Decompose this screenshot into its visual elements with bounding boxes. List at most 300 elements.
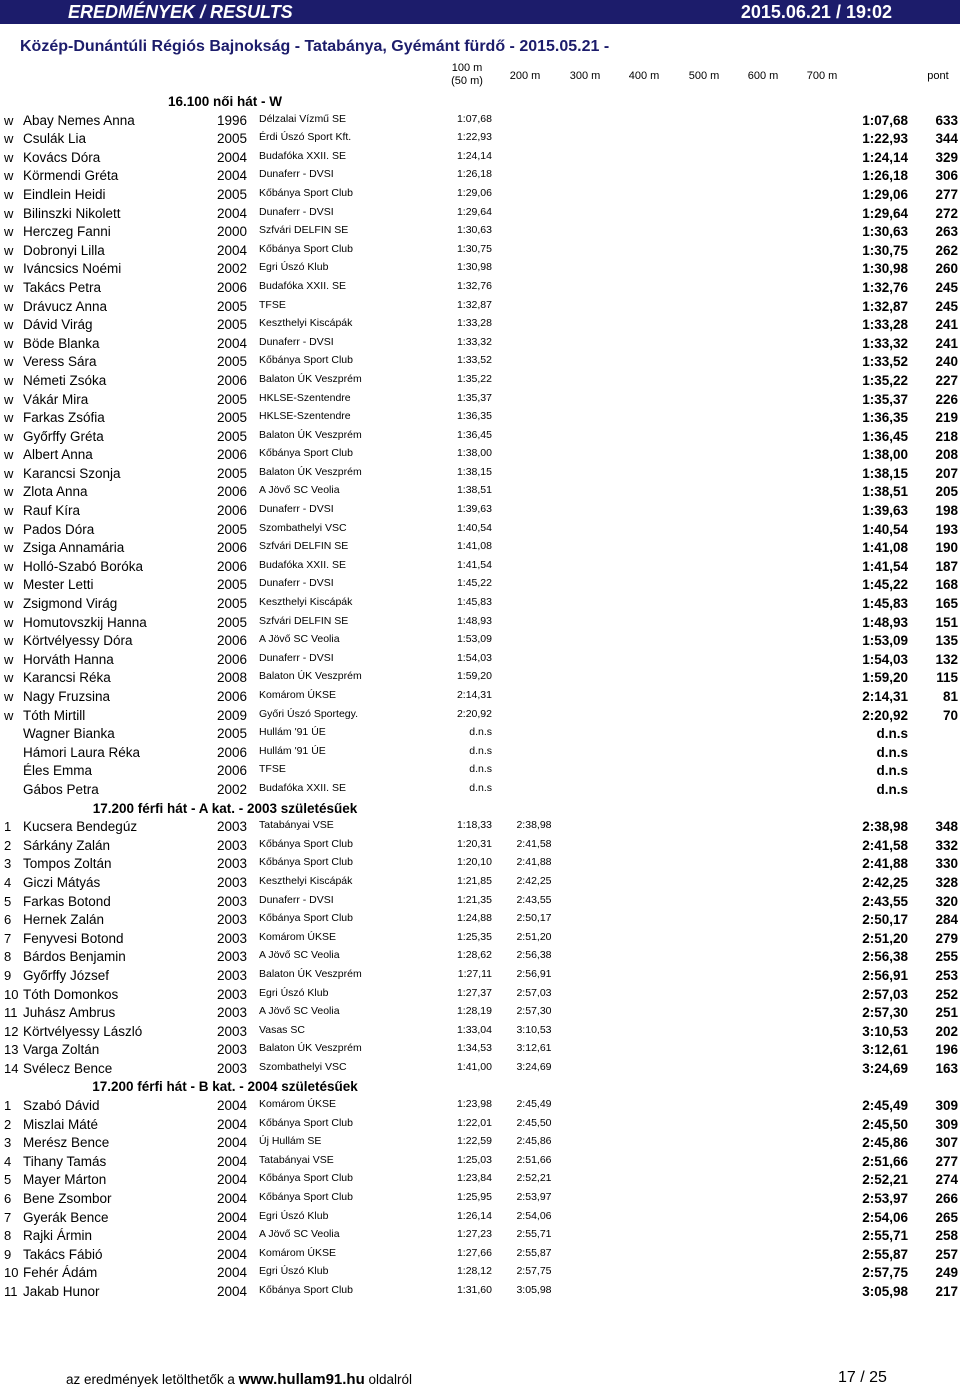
- club: Kőbánya Sport Club: [259, 912, 353, 925]
- swimmer-name: Iváncsics Noémi: [23, 261, 122, 277]
- place: 14: [4, 1060, 19, 1076]
- place: w: [4, 540, 14, 556]
- place: 9: [4, 1246, 12, 1262]
- result-row: [0, 613, 960, 632]
- birth-year: 2005: [217, 298, 248, 314]
- place: w: [4, 596, 14, 612]
- result-row: [0, 1096, 960, 1115]
- birth-year: 2004: [217, 205, 248, 221]
- split-100m: 1:20,31: [456, 837, 492, 850]
- swimmer-name: Tompos Zoltán: [23, 856, 112, 872]
- split-100m: 1:29,64: [456, 205, 492, 218]
- birth-year: 2006: [217, 447, 248, 463]
- place: 3: [4, 1135, 12, 1151]
- split-200m: 2:45,49: [516, 1098, 552, 1111]
- birth-year: 2003: [217, 1023, 248, 1039]
- split-100m: 1:27,66: [456, 1246, 492, 1259]
- club: Balaton ÚK Veszprém: [259, 967, 362, 980]
- result-row: [0, 297, 960, 316]
- points: 344: [935, 131, 958, 147]
- final-time: 1:53,09: [862, 633, 908, 649]
- swimmer-name: Farkas Botond: [23, 893, 111, 909]
- swimmer-name: Horváth Hanna: [23, 651, 114, 667]
- swimmer-name: Takács Fábió: [23, 1246, 103, 1262]
- result-row: [0, 668, 960, 687]
- birth-year: 2004: [217, 242, 248, 258]
- swimmer-name: Gábos Petra: [23, 781, 99, 797]
- split-100m: 1:25,03: [456, 1153, 492, 1166]
- swimmer-name: Tóth Mirtill: [23, 707, 86, 723]
- split-100m: 1:35,22: [456, 372, 492, 385]
- split-100m: 1:36,45: [456, 428, 492, 441]
- col-600m: 600 m: [747, 70, 779, 82]
- final-time: 1:38,51: [862, 484, 908, 500]
- competition-title: Közép-Dunántúli Régiós Bajnokság - Tatabánya, Gyémánt fürdő - 2015.05.21 -: [20, 38, 610, 55]
- place: 10: [4, 986, 19, 1002]
- split-200m: 3:12,61: [516, 1042, 552, 1055]
- split-100m: 1:26,14: [456, 1209, 492, 1222]
- birth-year: 2003: [217, 1060, 248, 1076]
- results-table: [0, 92, 960, 1301]
- place: w: [4, 670, 14, 686]
- col-400m: 400 m: [628, 70, 660, 82]
- result-row: [0, 575, 960, 594]
- swimmer-name: Bilinszki Nikolett: [23, 205, 121, 221]
- place: 4: [4, 1153, 12, 1169]
- result-row: [0, 1226, 960, 1245]
- final-time: 1:33,32: [862, 335, 908, 351]
- split-100m: 1:30,98: [456, 261, 492, 274]
- result-row: [0, 222, 960, 241]
- place: w: [4, 186, 14, 202]
- place: 12: [4, 1023, 19, 1039]
- place: w: [4, 224, 14, 240]
- col-100m: [440, 62, 494, 88]
- place: w: [4, 521, 14, 537]
- club: Kőbánya Sport Club: [259, 186, 353, 199]
- club: Balaton ÚK Veszprém: [259, 670, 362, 683]
- club: Balaton ÚK Veszprém: [259, 465, 362, 478]
- final-time: 3:05,98: [862, 1284, 908, 1299]
- split-100m: 1:30,75: [456, 242, 492, 255]
- points: 328: [935, 874, 958, 890]
- result-row: [0, 1133, 960, 1152]
- swimmer-name: Zlota Anna: [23, 484, 88, 500]
- points: 240: [935, 354, 958, 370]
- swimmer-name: Pados Dóra: [23, 521, 95, 537]
- place: 1: [4, 819, 12, 835]
- event-title: 17.200 férfi hát - A kat. - 2003 születésűek: [92, 800, 358, 816]
- place: w: [4, 577, 14, 593]
- swimmer-name: Bárdos Benjamin: [23, 949, 126, 965]
- split-100m: 1:23,98: [456, 1098, 492, 1111]
- birth-year: 2008: [217, 670, 248, 686]
- swimmer-name: Wagner Bianka: [23, 726, 115, 742]
- points: 330: [935, 856, 958, 872]
- club: Komárom ÚKSE: [259, 930, 337, 943]
- club: HKLSE-Szentendre: [259, 410, 351, 423]
- final-time: 2:38,98: [862, 819, 908, 835]
- split-100m: 1:59,20: [456, 670, 492, 683]
- club: TFSE: [259, 763, 286, 776]
- points: 329: [935, 149, 958, 165]
- place: w: [4, 261, 14, 277]
- points: 277: [935, 186, 958, 202]
- results-header-bar: [0, 0, 960, 24]
- result-row: [0, 1059, 960, 1078]
- club: Balaton ÚK Veszprém: [259, 428, 362, 441]
- final-time: 2:57,30: [862, 1005, 908, 1021]
- points: 245: [935, 298, 958, 314]
- points: 81: [942, 689, 958, 704]
- swimmer-name: Merész Bence: [23, 1135, 110, 1151]
- points: 251: [935, 1005, 958, 1021]
- swimmer-name: Győrffy Gréta: [23, 428, 104, 444]
- final-time: 1:41,54: [862, 558, 908, 574]
- birth-year: 2004: [217, 1209, 248, 1225]
- split-200m: 2:45,50: [516, 1116, 552, 1129]
- final-time: 2:54,06: [862, 1209, 908, 1225]
- place: 8: [4, 1228, 12, 1244]
- result-row: [0, 1022, 960, 1041]
- final-time: 1:59,20: [862, 670, 908, 686]
- final-time: 1:32,76: [862, 279, 908, 295]
- club: Egri Úszó Klub: [259, 1209, 329, 1222]
- swimmer-name: Farkas Zsófia: [23, 410, 105, 426]
- split-200m: 2:50,17: [516, 912, 552, 925]
- swimmer-name: Fenyvesi Botond: [23, 930, 124, 946]
- final-time: 1:39,63: [862, 503, 908, 519]
- points: 226: [935, 391, 958, 407]
- club: Tatabányai VSE: [259, 1153, 334, 1166]
- points: 193: [935, 521, 958, 537]
- final-time: 1:29,06: [862, 186, 908, 202]
- result-row: [0, 129, 960, 148]
- result-row: [0, 204, 960, 223]
- final-time: 2:57,03: [862, 986, 908, 1002]
- split-100m: 2:20,92: [456, 707, 492, 720]
- result-row: [0, 650, 960, 669]
- birth-year: 2004: [217, 1116, 248, 1132]
- swimmer-name: Eindlein Heidi: [23, 186, 106, 202]
- final-time: 1:32,87: [862, 298, 908, 314]
- birth-year: 2006: [217, 763, 248, 779]
- result-row: [0, 111, 960, 130]
- points: 258: [935, 1228, 958, 1244]
- final-time: 1:38,00: [862, 447, 908, 463]
- result-row: [0, 557, 960, 576]
- points: 241: [935, 335, 958, 351]
- place: w: [4, 372, 14, 388]
- final-time: 1:45,22: [862, 577, 908, 593]
- result-row: [0, 836, 960, 855]
- points: 135: [935, 633, 958, 649]
- final-time: 3:12,61: [862, 1042, 908, 1058]
- birth-year: 2003: [217, 1005, 248, 1021]
- swimmer-name: Hernek Zalán: [23, 912, 105, 928]
- event-title: 16.100 női hát - W: [167, 94, 283, 109]
- final-time: 1:36,45: [862, 428, 908, 444]
- split-100m: 1:30,63: [456, 224, 492, 237]
- result-row: [0, 966, 960, 985]
- split-200m: 2:55,87: [516, 1246, 552, 1259]
- place: 11: [4, 1005, 18, 1021]
- birth-year: 2006: [217, 689, 248, 704]
- result-row: [0, 873, 960, 892]
- birth-year: 2003: [217, 856, 248, 872]
- result-row: [0, 594, 960, 613]
- result-row: [0, 761, 960, 780]
- col-100m-line2: (50 m): [451, 75, 483, 87]
- club: Komárom ÚKSE: [259, 1246, 337, 1259]
- swimmer-name: Jakab Hunor: [23, 1284, 100, 1299]
- place: 1: [4, 1098, 12, 1114]
- points: 320: [935, 893, 958, 909]
- final-time: 2:52,21: [862, 1172, 908, 1188]
- final-time: 2:20,92: [862, 707, 908, 723]
- club: Budafóka XXII. SE: [259, 781, 346, 794]
- club: Kőbánya Sport Club: [259, 856, 353, 869]
- club: Kőbánya Sport Club: [259, 354, 353, 367]
- split-100m: 1:45,83: [456, 596, 492, 609]
- swimmer-name: Albert Anna: [23, 447, 93, 463]
- split-200m: 2:57,03: [516, 986, 552, 999]
- result-row: [0, 929, 960, 948]
- swimmer-name: Mester Letti: [23, 577, 94, 593]
- col-700m: 700 m: [806, 70, 838, 82]
- split-200m: 3:24,69: [516, 1060, 552, 1073]
- points: 252: [935, 986, 958, 1002]
- split-200m: 2:41,88: [516, 856, 552, 869]
- footer-site-link[interactable]: www.hullam91.hu: [238, 1371, 365, 1388]
- swimmer-name: Dobronyi Lilla: [23, 242, 105, 258]
- split-100m: 1:27,23: [456, 1228, 492, 1241]
- place: w: [4, 317, 14, 333]
- points: 274: [935, 1172, 958, 1188]
- split-200m: 2:38,98: [516, 819, 552, 832]
- place: w: [4, 428, 14, 444]
- swimmer-name: Tihany Tamás: [23, 1153, 107, 1169]
- result-row: [0, 985, 960, 1004]
- place: w: [4, 447, 14, 463]
- club: Dunaferr - DVSI: [259, 168, 334, 181]
- swimmer-name: Hámori Laura Réka: [23, 744, 141, 760]
- final-time: 1:33,28: [862, 317, 908, 333]
- swimmer-name: Giczi Mátyás: [23, 874, 101, 890]
- club: Szfvári DELFIN SE: [259, 540, 349, 553]
- swimmer-name: Tóth Domonkos: [23, 986, 119, 1002]
- place: 10: [4, 1265, 19, 1281]
- swimmer-name: Karancsi Szonja: [23, 465, 121, 481]
- points: 132: [935, 651, 958, 667]
- swimmer-name: Abay Nemes Anna: [23, 112, 135, 128]
- result-row: [0, 687, 960, 706]
- split-100m: 1:32,76: [456, 279, 492, 292]
- result-row: [0, 166, 960, 185]
- place: w: [4, 503, 14, 519]
- birth-year: 2004: [217, 335, 248, 351]
- result-row: [0, 185, 960, 204]
- result-row: [0, 408, 960, 427]
- birth-year: 2004: [217, 1098, 248, 1114]
- place: w: [4, 558, 14, 574]
- split-100m: 1:33,52: [456, 354, 492, 367]
- place: w: [4, 335, 14, 351]
- footer-prefix: az eredmények letölthetők a: [66, 1372, 235, 1387]
- points: 219: [935, 410, 958, 426]
- footer-suffix: oldalról: [368, 1372, 413, 1387]
- final-time: 2:57,75: [862, 1265, 908, 1281]
- birth-year: 2005: [217, 465, 248, 481]
- split-100m: 1:41,00: [456, 1060, 492, 1073]
- birth-year: 2004: [217, 1265, 248, 1281]
- split-100m: 1:24,14: [456, 149, 492, 162]
- result-row: [0, 724, 960, 743]
- split-100m: 1:31,60: [456, 1284, 492, 1296]
- swimmer-name: Vákár Mira: [23, 391, 89, 407]
- split-100m: 1:32,87: [456, 298, 492, 311]
- club: Kőbánya Sport Club: [259, 1191, 353, 1204]
- final-time: 1:35,22: [862, 372, 908, 388]
- result-row: [0, 445, 960, 464]
- club: Keszthelyi Kiscápák: [259, 596, 353, 609]
- split-100m: 1:38,51: [456, 484, 492, 497]
- place: w: [4, 633, 14, 649]
- birth-year: 2003: [217, 967, 248, 983]
- final-time: 1:22,93: [862, 131, 908, 147]
- points: 227: [935, 372, 958, 388]
- club: Szombathelyi VSC: [259, 521, 347, 534]
- birth-year: 2004: [217, 1191, 248, 1207]
- result-row: [0, 278, 960, 297]
- final-time: 1:41,08: [862, 540, 908, 556]
- swimmer-name: Herczeg Fanni: [23, 224, 111, 240]
- points: 255: [935, 949, 958, 965]
- final-time: 2:51,66: [862, 1153, 908, 1169]
- birth-year: 2000: [217, 224, 248, 240]
- event-title: 17.200 férfi hát - B kat. - 2004 születésűek: [92, 1079, 358, 1095]
- result-row: [0, 1170, 960, 1189]
- split-100m: 1:29,06: [456, 186, 492, 199]
- final-time: 1:36,35: [862, 410, 908, 426]
- club: A Jövő SC Veolia: [259, 633, 340, 646]
- club: Keszthelyi Kiscápák: [259, 317, 353, 330]
- split-200m: 2:51,20: [516, 930, 552, 943]
- split-100m: 1:54,03: [456, 651, 492, 664]
- birth-year: 2006: [217, 633, 248, 649]
- club: A Jövő SC Veolia: [259, 1228, 340, 1241]
- place: 7: [4, 1209, 12, 1225]
- generated-datetime: 2015.06.21 / 19:02: [740, 2, 892, 22]
- split-100m: 1:22,59: [456, 1135, 492, 1148]
- club: Kőbánya Sport Club: [259, 242, 353, 255]
- split-100m: d.n.s: [469, 763, 492, 776]
- club: Balaton ÚK Veszprém: [259, 372, 362, 385]
- result-row: [0, 910, 960, 929]
- place: 11: [4, 1284, 18, 1299]
- split-200m: 2:42,25: [516, 874, 552, 887]
- result-row: [0, 1003, 960, 1022]
- swimmer-name: Németi Zsóka: [23, 372, 107, 388]
- birth-year: 2006: [217, 744, 248, 760]
- split-100m: 1:41,54: [456, 558, 492, 571]
- swimmer-name: Szabó Dávid: [23, 1098, 100, 1114]
- swimmer-name: Drávucz Anna: [23, 298, 108, 314]
- birth-year: 2005: [217, 410, 248, 426]
- club: A Jövő SC Veolia: [259, 1005, 340, 1018]
- result-row: [0, 1115, 960, 1134]
- place: 2: [4, 1116, 12, 1132]
- birth-year: 2004: [217, 1172, 248, 1188]
- birth-year: 2006: [217, 651, 248, 667]
- points: 265: [935, 1209, 958, 1225]
- event-heading: [0, 1077, 960, 1096]
- place: w: [4, 614, 14, 630]
- swimmer-name: Homutovszkij Hanna: [23, 614, 147, 630]
- birth-year: 2003: [217, 837, 248, 853]
- place: 6: [4, 912, 12, 928]
- club: Kőbánya Sport Club: [259, 447, 353, 460]
- swimmer-name: Győrffy József: [23, 967, 110, 983]
- final-time: 2:53,97: [862, 1191, 908, 1207]
- final-time: 1:54,03: [862, 651, 908, 667]
- points: 277: [935, 1153, 958, 1169]
- club: Kőbánya Sport Club: [259, 837, 353, 850]
- result-row: [0, 1263, 960, 1282]
- swimmer-name: Zsigmond Virág: [23, 596, 118, 612]
- birth-year: 2006: [217, 558, 248, 574]
- final-time: d.n.s: [876, 726, 908, 742]
- swimmer-name: Miszlai Máté: [23, 1116, 99, 1132]
- club: TFSE: [259, 298, 286, 311]
- place: w: [4, 689, 14, 704]
- swimmer-name: Sárkány Zalán: [23, 837, 111, 853]
- result-row: [0, 464, 960, 483]
- points: 306: [935, 168, 958, 184]
- swimmer-name: Juhász Ambrus: [23, 1005, 116, 1021]
- club: Dunaferr - DVSI: [259, 651, 334, 664]
- place: 5: [4, 1172, 12, 1188]
- result-row: [0, 148, 960, 167]
- result-row: [0, 1040, 960, 1059]
- result-row: [0, 501, 960, 520]
- points: 205: [935, 484, 958, 500]
- split-200m: 2:57,30: [516, 1005, 552, 1018]
- final-time: 1:30,75: [862, 242, 908, 258]
- result-row: [0, 259, 960, 278]
- points: 332: [935, 837, 958, 853]
- birth-year: 2002: [217, 261, 248, 277]
- split-100m: 1:35,37: [456, 391, 492, 404]
- club: Kőbánya Sport Club: [259, 1284, 353, 1296]
- club: Dunaferr - DVSI: [259, 205, 334, 218]
- points: 309: [935, 1098, 958, 1114]
- swimmer-name: Takács Petra: [23, 279, 102, 295]
- points: 241: [935, 317, 958, 333]
- place: w: [4, 410, 14, 426]
- split-200m: 2:41,58: [516, 837, 552, 850]
- points: 249: [935, 1265, 958, 1281]
- swimmer-name: Körtvélyessy László: [23, 1023, 143, 1039]
- points: 263: [935, 224, 958, 240]
- split-100m: 1:24,88: [456, 912, 492, 925]
- swimmer-name: Veress Sára: [23, 354, 97, 370]
- place: w: [4, 298, 14, 314]
- swimmer-name: Holló-Szabó Boróka: [23, 558, 144, 574]
- final-time: 1:33,52: [862, 354, 908, 370]
- split-200m: 2:54,06: [516, 1209, 552, 1222]
- points: 253: [935, 967, 958, 983]
